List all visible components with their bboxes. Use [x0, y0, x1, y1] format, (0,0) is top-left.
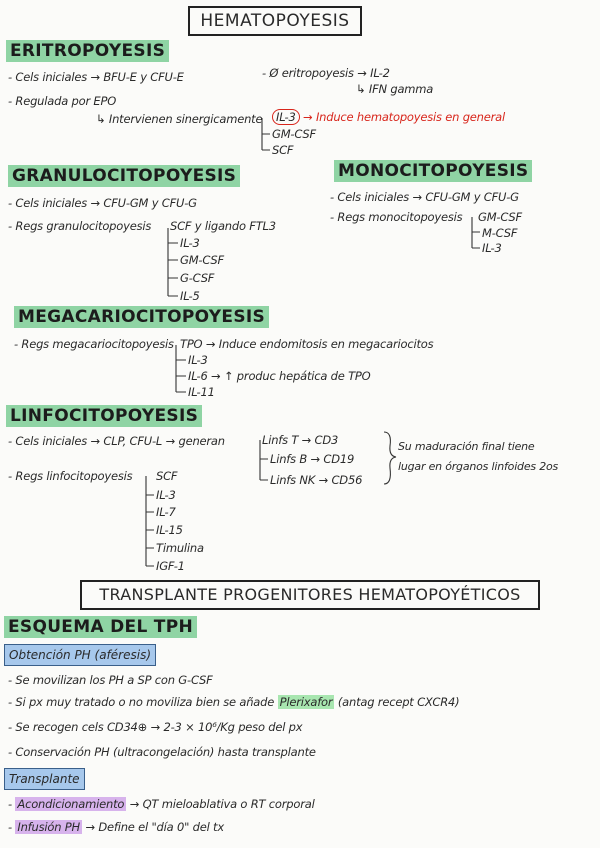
granulo-line-2: - Regs granulocitopoyesis — [8, 219, 152, 233]
page-title: HEMATOPOYESIS — [188, 6, 362, 36]
linfo-line-1: - Cels iniciales → CLP, CFU-L → generan — [8, 434, 225, 448]
il3-circled: IL-3 — [272, 109, 300, 125]
linfo-item-1: IL-3 — [156, 488, 176, 502]
granulo-line-1: - Cels iniciales → CFU-GM y CFU-G — [8, 196, 197, 210]
obtencion-box: Obtención PH (aféresis) — [4, 644, 156, 666]
tph-line-3: - Se recogen cels CD34⊕ → 2-3 × 10⁶/Kg peso del px — [8, 720, 303, 734]
monocitopoyesis-heading: MONOCITOPOYESIS — [334, 160, 532, 182]
tph-line-2 — [8, 695, 459, 709]
linfo-item-2: IL-7 — [156, 505, 176, 519]
eritro-line-2: - Regulada por EPO — [8, 94, 117, 108]
eritropoyesis-heading: ERITROPOYESIS — [6, 40, 169, 62]
tph-line-6: - Infusión PH → Define el "día 0" del tx — [8, 820, 224, 834]
mono-item-0: GM-CSF — [478, 210, 522, 224]
tph-line-1: - Se movilizan los PH a SP con G-CSF — [8, 673, 213, 687]
eritro-ifn: ↳ IFN gamma — [356, 82, 434, 96]
tph-line-4: - Conservación PH (ultracongelación) hasta transplante — [8, 745, 316, 759]
linfo-note-1: Su maduración final tiene — [398, 440, 535, 453]
mega-tpo: TPO → Induce endomitosis en megacariocitos — [180, 337, 434, 351]
tph-line-6-post: → Define el "día 0" del tx — [85, 820, 224, 834]
eritro-gmcsf: GM-CSF — [272, 127, 316, 141]
mega-line-1: - Regs megacariocitopoyesis — [14, 337, 174, 351]
mega-item-2: IL-11 — [188, 385, 215, 399]
eritro-line-1: - Cels iniciales → BFU-E y CFU-E — [8, 70, 184, 84]
tph-line-5-post: → QT mieloablativa o RT corporal — [129, 797, 315, 811]
transplante-box: Transplante — [4, 768, 85, 790]
eritro-line-3: ↳ Intervienen sinergicamente — [96, 112, 263, 126]
granulo-item-1: IL-3 — [180, 236, 200, 250]
mono-line-1: - Cels iniciales → CFU-GM y CFU-G — [330, 190, 519, 204]
esquema-tph-heading: ESQUEMA DEL TPH — [4, 616, 197, 638]
infusion-highlight: Infusión PH — [17, 820, 80, 834]
plerixafor-highlight: Plerixafor — [279, 695, 333, 709]
linfo-item-3: IL-15 — [156, 523, 183, 537]
mono-item-1: M-CSF — [482, 226, 518, 240]
mono-item-2: IL-3 — [482, 241, 502, 255]
linfocitopoyesis-heading: LINFOCITOPOYESIS — [6, 405, 202, 427]
tph-line-2-pre: - Si px muy tratado o no moviliza bien se añade — [8, 695, 275, 709]
linfo-cell-0: Linfs T → CD3 — [262, 433, 339, 447]
acondicionamiento-highlight: Acondicionamiento — [17, 797, 125, 811]
eritro-scf: SCF — [272, 143, 294, 157]
tph-line-2-post: (antag recept CXCR4) — [337, 695, 460, 709]
mega-item-0: IL-3 — [188, 353, 208, 367]
linfo-note-2: lugar en órganos linfoides 2os — [398, 460, 559, 473]
granulocitopoyesis-heading: GRANULOCITOPOYESIS — [8, 165, 240, 187]
megacariocitopoyesis-heading: MEGACARIOCITOPOYESIS — [14, 306, 269, 328]
linfo-item-0: SCF — [156, 469, 178, 483]
granulo-item-3: G-CSF — [180, 271, 215, 285]
tph-title: TRANSPLANTE PROGENITORES HEMATOPOYÉTICOS — [80, 580, 540, 610]
linfo-cell-1: Linfs B → CD19 — [270, 452, 355, 466]
linfo-line-2: - Regs linfocitopoyesis — [8, 469, 133, 483]
mega-item-1: IL-6 → ↑ produc hepática de TPO — [188, 369, 371, 383]
eritro-neg: - Ø eritropoyesis → IL-2 — [262, 66, 390, 80]
mono-line-2: - Regs monocitopoyesis — [330, 210, 463, 224]
red-note: → Induce hematopoyesis en general — [303, 110, 505, 124]
granulo-item-4: IL-5 — [180, 289, 200, 303]
tph-line-5: - Acondicionamiento → QT mieloablativa o RT corporal — [8, 797, 315, 811]
linfo-item-4: Timulina — [156, 541, 204, 555]
linfo-item-5: IGF-1 — [156, 559, 185, 573]
granulo-item-2: GM-CSF — [180, 253, 224, 267]
linfo-cell-2: Linfs NK → CD56 — [270, 473, 363, 487]
eritro-il3 — [272, 110, 505, 124]
granulo-item-0: SCF y ligando FTL3 — [170, 219, 276, 233]
